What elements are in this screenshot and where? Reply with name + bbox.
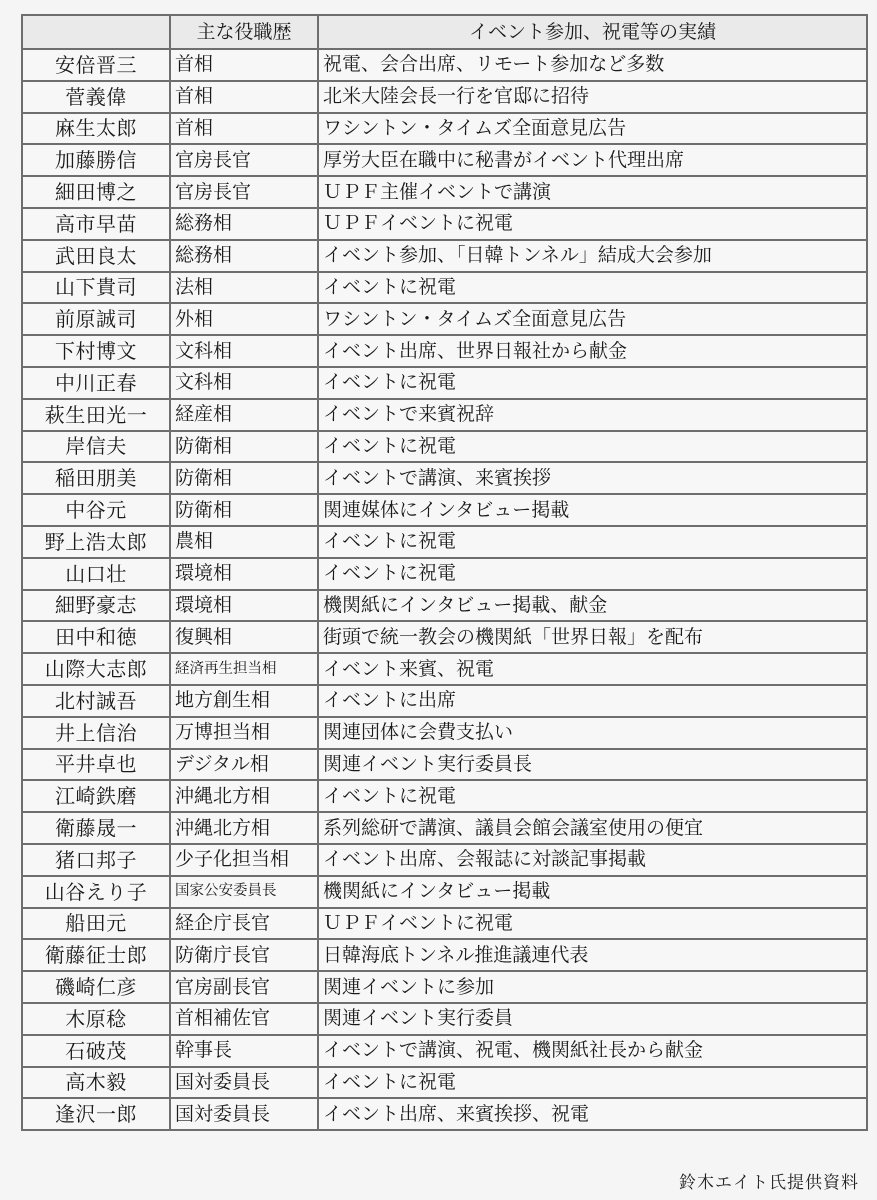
official-role: 地方創生相 [170,685,318,717]
official-activity: ＵＰＦイベントに祝電 [318,908,867,940]
official-activity: イベントで講演、来賓挨拶 [318,462,867,494]
official-activity: 機関紙にインタビュー掲載、献金 [318,590,867,622]
table-row [22,876,867,908]
official-name: 衛藤征士郎 [22,939,170,971]
official-role: 官房長官 [170,176,318,208]
official-name: 船田元 [22,908,170,940]
table-row [22,144,867,176]
official-role: 首相 [170,49,318,81]
table-row [22,653,867,685]
table-row [22,49,867,81]
official-name: 加藤勝信 [22,144,170,176]
table-header-row [22,15,867,49]
official-name: 山口壮 [22,558,170,590]
official-name: 石破茂 [22,1035,170,1067]
table-row [22,208,867,240]
table-row [22,621,867,653]
official-name: 田中和徳 [22,621,170,653]
official-activity: 関連イベント実行委員長 [318,749,867,781]
official-name: 山下貴司 [22,272,170,304]
official-activity: ＵＰＦイベントに祝電 [318,208,867,240]
official-name: 山際大志郎 [22,653,170,685]
official-role: 防衛相 [170,462,318,494]
table-body [22,49,867,1130]
official-name: 麻生太郎 [22,113,170,145]
official-name: 岸信夫 [22,431,170,463]
official-name: 高市早苗 [22,208,170,240]
table-row [22,399,867,431]
table-row [22,717,867,749]
official-name: 萩生田光一 [22,399,170,431]
official-role: 首相 [170,81,318,113]
header-role: 主な役職歴 [170,15,318,49]
official-activity: イベントに祝電 [318,272,867,304]
official-activity: イベント参加、「日韓トンネル」結成大会参加 [318,240,867,272]
official-activity: イベントに祝電 [318,431,867,463]
table-row [22,367,867,399]
table-row [22,780,867,812]
table-row [22,590,867,622]
official-name: 井上信治 [22,717,170,749]
official-name: 逢沢一郎 [22,1098,170,1130]
official-role: 沖縄北方相 [170,812,318,844]
official-activity: イベントに祝電 [318,526,867,558]
table-row [22,1035,867,1067]
official-activity: イベントに出席 [318,685,867,717]
official-name: 武田良太 [22,240,170,272]
official-name: 北村誠吾 [22,685,170,717]
table-row [22,1003,867,1035]
official-activity: イベント来賓、祝電 [318,653,867,685]
table-row [22,176,867,208]
official-activity: 厚労大臣在職中に秘書がイベント代理出席 [318,144,867,176]
official-activity: イベントで講演、祝電、機関紙社長から献金 [318,1035,867,1067]
table-row [22,749,867,781]
officials-table [21,14,868,1131]
official-activity: 日韓海底トンネル推進議連代表 [318,939,867,971]
official-role: 防衛相 [170,494,318,526]
official-name: 中谷元 [22,494,170,526]
source-credit: 鈴木エイト氏提供資料 [679,1173,859,1193]
official-activity: 北米大陸会長一行を官邸に招待 [318,81,867,113]
official-role: 総務相 [170,240,318,272]
table-row [22,558,867,590]
official-name: 前原誠司 [22,303,170,335]
official-role: 経企庁長官 [170,908,318,940]
official-activity: 系列総研で講演、議員会館会議室使用の便宜 [318,812,867,844]
table-row [22,335,867,367]
official-role: 環境相 [170,558,318,590]
official-name: 稲田朋美 [22,462,170,494]
official-name: 野上浩太郎 [22,526,170,558]
official-activity: イベント出席、会報誌に対談記事掲載 [318,844,867,876]
official-activity: 祝電、会合出席、リモート参加など多数 [318,49,867,81]
official-activity: イベントで来賓祝辞 [318,399,867,431]
table-row [22,1098,867,1130]
official-activity: ワシントン・タイムズ全面意見広告 [318,303,867,335]
official-name: 菅義偉 [22,81,170,113]
official-role: 経産相 [170,399,318,431]
table-row [22,113,867,145]
table-row [22,1067,867,1099]
official-role: 文科相 [170,335,318,367]
official-role: 首相補佐官 [170,1003,318,1035]
official-activity: イベントに祝電 [318,1067,867,1099]
table-row [22,240,867,272]
official-role: 国対委員長 [170,1098,318,1130]
table-row [22,462,867,494]
official-name: 猪口邦子 [22,844,170,876]
table-row [22,971,867,1003]
official-role: 国家公安委員長 [170,876,318,908]
official-name: 安倍晋三 [22,49,170,81]
official-name: 細野豪志 [22,590,170,622]
official-role: 首相 [170,113,318,145]
official-name: 細田博之 [22,176,170,208]
official-activity: 関連イベントに参加 [318,971,867,1003]
official-activity: 機関紙にインタビュー掲載 [318,876,867,908]
official-name: 平井卓也 [22,749,170,781]
official-activity: イベント出席、来賓挨拶、祝電 [318,1098,867,1130]
table-row [22,431,867,463]
official-activity: イベント出席、世界日報社から献金 [318,335,867,367]
official-role: 幹事長 [170,1035,318,1067]
table-row [22,685,867,717]
table-row [22,939,867,971]
official-activity: イベントに祝電 [318,558,867,590]
table-row [22,526,867,558]
official-name: 中川正春 [22,367,170,399]
official-name: 江崎鉄磨 [22,780,170,812]
official-role: 少子化担当相 [170,844,318,876]
official-activity: ワシントン・タイムズ全面意見広告 [318,113,867,145]
official-role: 万博担当相 [170,717,318,749]
official-activity: ＵＰＦ主催イベントで講演 [318,176,867,208]
official-role: 環境相 [170,590,318,622]
header-name [22,15,170,49]
official-role: 復興相 [170,621,318,653]
official-activity: イベントに祝電 [318,367,867,399]
official-name: 高木毅 [22,1067,170,1099]
official-name: 衛藤晟一 [22,812,170,844]
official-activity: 関連団体に会費支払い [318,717,867,749]
official-activity: 街頭で統一教会の機関紙「世界日報」を配布 [318,621,867,653]
official-activity: イベントに祝電 [318,780,867,812]
official-name: 下村博文 [22,335,170,367]
official-role: 国対委員長 [170,1067,318,1099]
header-activity: イベント参加、祝電等の実績 [318,15,867,49]
table-row [22,81,867,113]
official-activity: 関連媒体にインタビュー掲載 [318,494,867,526]
official-name: 山谷えり子 [22,876,170,908]
table-row [22,812,867,844]
official-role: 官房副長官 [170,971,318,1003]
official-role: 外相 [170,303,318,335]
table-row [22,494,867,526]
official-role: 官房長官 [170,144,318,176]
official-role: 防衛庁長官 [170,939,318,971]
official-name: 木原稔 [22,1003,170,1035]
table-row [22,908,867,940]
table-row [22,844,867,876]
official-role: 防衛相 [170,431,318,463]
table-row [22,272,867,304]
official-role: 沖縄北方相 [170,780,318,812]
table-row [22,303,867,335]
official-role: 法相 [170,272,318,304]
official-role: 農相 [170,526,318,558]
official-role: 文科相 [170,367,318,399]
official-name: 磯崎仁彦 [22,971,170,1003]
official-role: デジタル相 [170,749,318,781]
official-activity: 関連イベント実行委員 [318,1003,867,1035]
official-role: 総務相 [170,208,318,240]
official-role: 経済再生担当相 [170,653,318,685]
